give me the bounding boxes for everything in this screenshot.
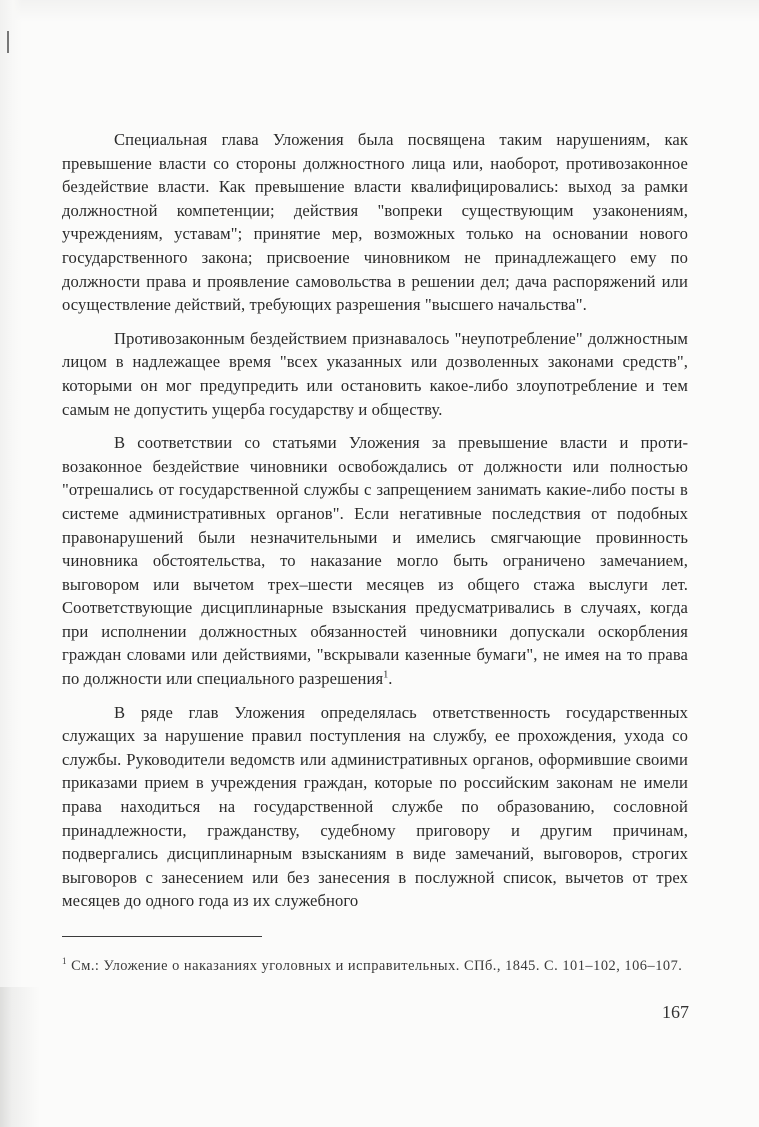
body-text: [62, 128, 688, 913]
paragraph-4: В ряде глав Уложения определялась ответственность государственных служащих за нарушение правил поступления на службу, ее прохождения, ухода со службы. Руководители ведомств или административных органов, оформившие своими приказами прием в учреждения граждан, которые по российским законам не имели права находиться на государственной службе по образованию, сословной принадлежности, гражданству, судебному приговору и другим причинам, подвергались дисциплинарным взысканиям в виде замечаний, выговоров, строгих выговоров с занесением или без занесения в послужной список, вычетов от трех месяцев до одного года из их служебного: [62, 702, 688, 911]
paragraph-3: В соответствии со статьями Уложения за превышение власти и противозаконное бездействие чиновники освобождались от должности или полностью "отрешались от государственной службы с запрещением занимать какие-либо посты в системе административных органов". Если негативные последствия от подобных правонарушений были незначительными и имелись смягчающие провинность чиновника обстоятельства, то наказание могло быть ограничено замечанием, выговором или вычетом трех–шести месяцев из общего стажа выслуги лет. Соответствующие дисциплинарные взыскания предусматривались в случаях, когда при исполнении должностных обязанностей чиновники допускали оскорбления граждан словами или действиями, "вскрывали казенные бумаги", не имея на то права по должности или специального разрешения$^1$.: [62, 433, 688, 689]
footnote-separator: [62, 936, 262, 937]
page-number: 167: [662, 1002, 689, 1022]
scan-shadow-left: [0, 0, 22, 1127]
scan-shadow-bottom-left: [0, 987, 40, 1127]
footnote-marker: 1: [62, 956, 67, 967]
paragraph-3-text: В соответствии со статьями Уложения за превышение власти и противозаконное бездействие чиновники освобождались от должности или полностью "отрешались от государственной службы с запрещением занимать какие-либо посты в системе административных органов". Если негативные последствия от подобных правонарушений были незначительными и имелись смягчающие провинность чиновника обстоятельства, то наказание могло быть ограничено замечанием, выговором или вычетом трех–шести месяцев из общего стажа выслуги лет. Соответствующие дисциплинарные взыскания предусматривались в случаях, когда при исполнении должностных обязанностей чиновники допускали оскорбления граждан словами или действиями, "вскрывали казенные бумаги", не имея на то права по должности или специального разрешения: [62, 433, 688, 689]
footnote-text: См.: Уложение о наказаниях уголовных и исправительных. СПб., 1845. С. 101–102, 106–107.: [71, 958, 683, 974]
paragraph-2: Противозаконным бездействием признавалось "неупотребление" должностным лицом в надлежащее время "всех указанных или дозволенных законами средств", которыми он мог предупредить или остановить какое-либо злоупотребление и тем самым не допустить ущерба государству и обществу.: [62, 328, 688, 419]
scan-shadow-top: [0, 0, 759, 22]
scan-artifact-mark: [7, 31, 9, 53]
footnote-reference: 1: [383, 669, 389, 681]
paragraph-1: Специальная глава Уложения была посвящена таким нарушениям, как превышение власти со стороны должностного лица или, наоборот, противозаконное бездействие власти. Как превышение власти квалифицировались: выход за рамки должностной компетенции; действия "вопреки существующим узаконениям, учреждениям, уставам"; принятие мер, возможных только на основании нового государственного закона; присвоение чиновником не принадлежащего ему по должности права и проявление самовольства в решении дел; дача распоряжений или осуществление действий, требующих разрешения "высшего начальства".: [62, 130, 688, 315]
footnote: [62, 955, 688, 977]
